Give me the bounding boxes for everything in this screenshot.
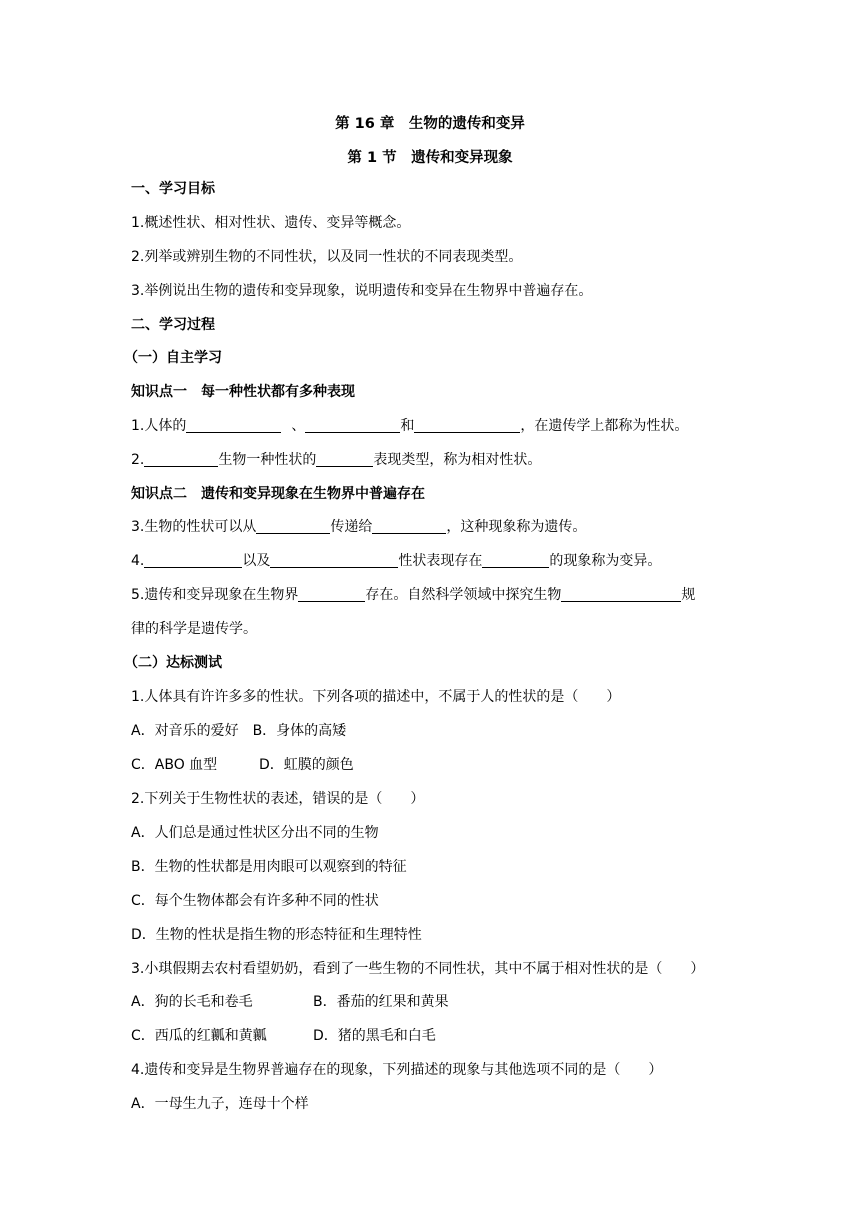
- test-question-2-stem: 2.下列关于生物性状的表述，错误的是（ ）: [131, 791, 425, 807]
- goal-item: 3.举例说出生物的遗传和变异现象，说明遗传和变异在生物界中普遍存在。: [131, 283, 593, 299]
- option-d[interactable]: D．生物的性状是指生物的形态特征和生理特性: [131, 927, 422, 943]
- answer-blank[interactable]: [305, 417, 400, 433]
- chapter-title: 第 16 章 生物的遗传和变异: [335, 116, 525, 132]
- q5-text-c: 规: [681, 587, 696, 603]
- answer-blank[interactable]: [372, 518, 446, 534]
- option-a[interactable]: A．对音乐的爱好: [131, 723, 239, 739]
- option-a[interactable]: A．一母生九子，连母十个样: [131, 1096, 309, 1112]
- answer-blank[interactable]: [144, 451, 218, 467]
- q2-text-a: 2.: [131, 452, 145, 468]
- test-question-1-options-row1: [131, 722, 346, 740]
- option-c[interactable]: C．西瓜的红瓤和黄瓤: [131, 1028, 267, 1044]
- answer-blank[interactable]: [270, 552, 398, 568]
- option-a[interactable]: A．狗的长毛和卷毛: [131, 994, 253, 1010]
- fill-question-5-continued: 律的科学是遗传学。: [131, 621, 257, 637]
- self-study-heading: （一）自主学习: [124, 350, 222, 366]
- q4-text-d: 的现象称为变异。: [549, 553, 662, 569]
- process-heading: 二、学习过程: [131, 317, 215, 333]
- test-question-1-options-row2: [131, 756, 354, 774]
- q1-text-b: 、: [291, 418, 306, 434]
- q5-text-b: 存在。自然科学领域中探究生物: [365, 587, 562, 603]
- answer-blank[interactable]: [144, 552, 242, 568]
- option-d[interactable]: D．虹膜的颜色: [259, 757, 354, 773]
- knowledge-point-1: 知识点一 每一种性状都有多种表现: [131, 384, 355, 400]
- option-c[interactable]: C．每个生物体都会有许多种不同的性状: [131, 893, 379, 909]
- test-question-3-stem: 3.小琪假期去农村看望奶奶，看到了一些生物的不同性状，其中不属于相对性状的是（ ）: [131, 961, 705, 977]
- answer-blank[interactable]: [298, 586, 365, 602]
- test-question-4-stem: 4.遗传和变异是生物界普遍存在的现象，下列描述的现象与其他选项不同的是（ ）: [131, 1062, 663, 1078]
- section-title: 第 1 节 遗传和变异现象: [347, 150, 513, 166]
- q4-text-c: 性状表现存在: [398, 553, 483, 569]
- option-d[interactable]: D．猪的黑毛和白毛: [313, 1028, 436, 1044]
- fill-question-3: [131, 518, 586, 536]
- q4-text-a: 4.: [131, 553, 145, 569]
- option-b[interactable]: B．番茄的红果和黄果: [313, 994, 449, 1010]
- q2-text-b: 生物一种性状的: [218, 452, 317, 468]
- fill-question-2: [131, 451, 541, 469]
- test-heading: （二）达标测试: [124, 655, 222, 671]
- q1-text-a: 1.人体的: [131, 418, 187, 434]
- knowledge-point-2: 知识点二 遗传和变异现象在生物界中普遍存在: [131, 486, 425, 502]
- answer-blank[interactable]: [561, 586, 681, 602]
- answer-blank[interactable]: [482, 552, 549, 568]
- test-question-1-stem: 1.人体具有许许多多的性状。下列各项的描述中，不属于人的性状的是（ ）: [131, 689, 621, 705]
- test-question-3-options-row1: [131, 993, 449, 1011]
- q2-text-c: 表现类型，称为相对性状。: [373, 452, 542, 468]
- q3-text-a: 3.生物的性状可以从: [131, 519, 257, 535]
- q1-text-d: ，在遗传学上都称为性状。: [520, 418, 689, 434]
- goal-item: 1.概述性状、相对性状、遗传、变异等概念。: [131, 215, 411, 231]
- option-b[interactable]: B．生物的性状都是用肉眼可以观察到的特征: [131, 859, 407, 875]
- goals-heading: 一、学习目标: [131, 181, 215, 197]
- fill-question-4: [131, 552, 661, 570]
- fill-question-5: [131, 586, 695, 604]
- q5-text-a: 5.遗传和变异现象在生物界: [131, 587, 299, 603]
- q3-text-c: ，这种现象称为遗传。: [446, 519, 587, 535]
- option-a[interactable]: A．人们总是通过性状区分出不同的生物: [131, 825, 379, 841]
- answer-blank[interactable]: [316, 451, 373, 467]
- answer-blank[interactable]: [414, 417, 520, 433]
- q4-text-b: 以及: [242, 553, 271, 569]
- option-b[interactable]: B．身体的高矮: [252, 723, 347, 739]
- goal-item: 2.列举或辨别生物的不同性状，以及同一性状的不同表现类型。: [131, 249, 523, 265]
- q3-text-b: 传递给: [330, 519, 373, 535]
- q1-text-c: 和: [400, 418, 415, 434]
- answer-blank[interactable]: [256, 518, 330, 534]
- fill-question-1: [131, 417, 688, 435]
- option-c[interactable]: C．ABO 血型: [131, 757, 218, 773]
- answer-blank[interactable]: [186, 417, 281, 433]
- test-question-3-options-row2: [131, 1027, 436, 1045]
